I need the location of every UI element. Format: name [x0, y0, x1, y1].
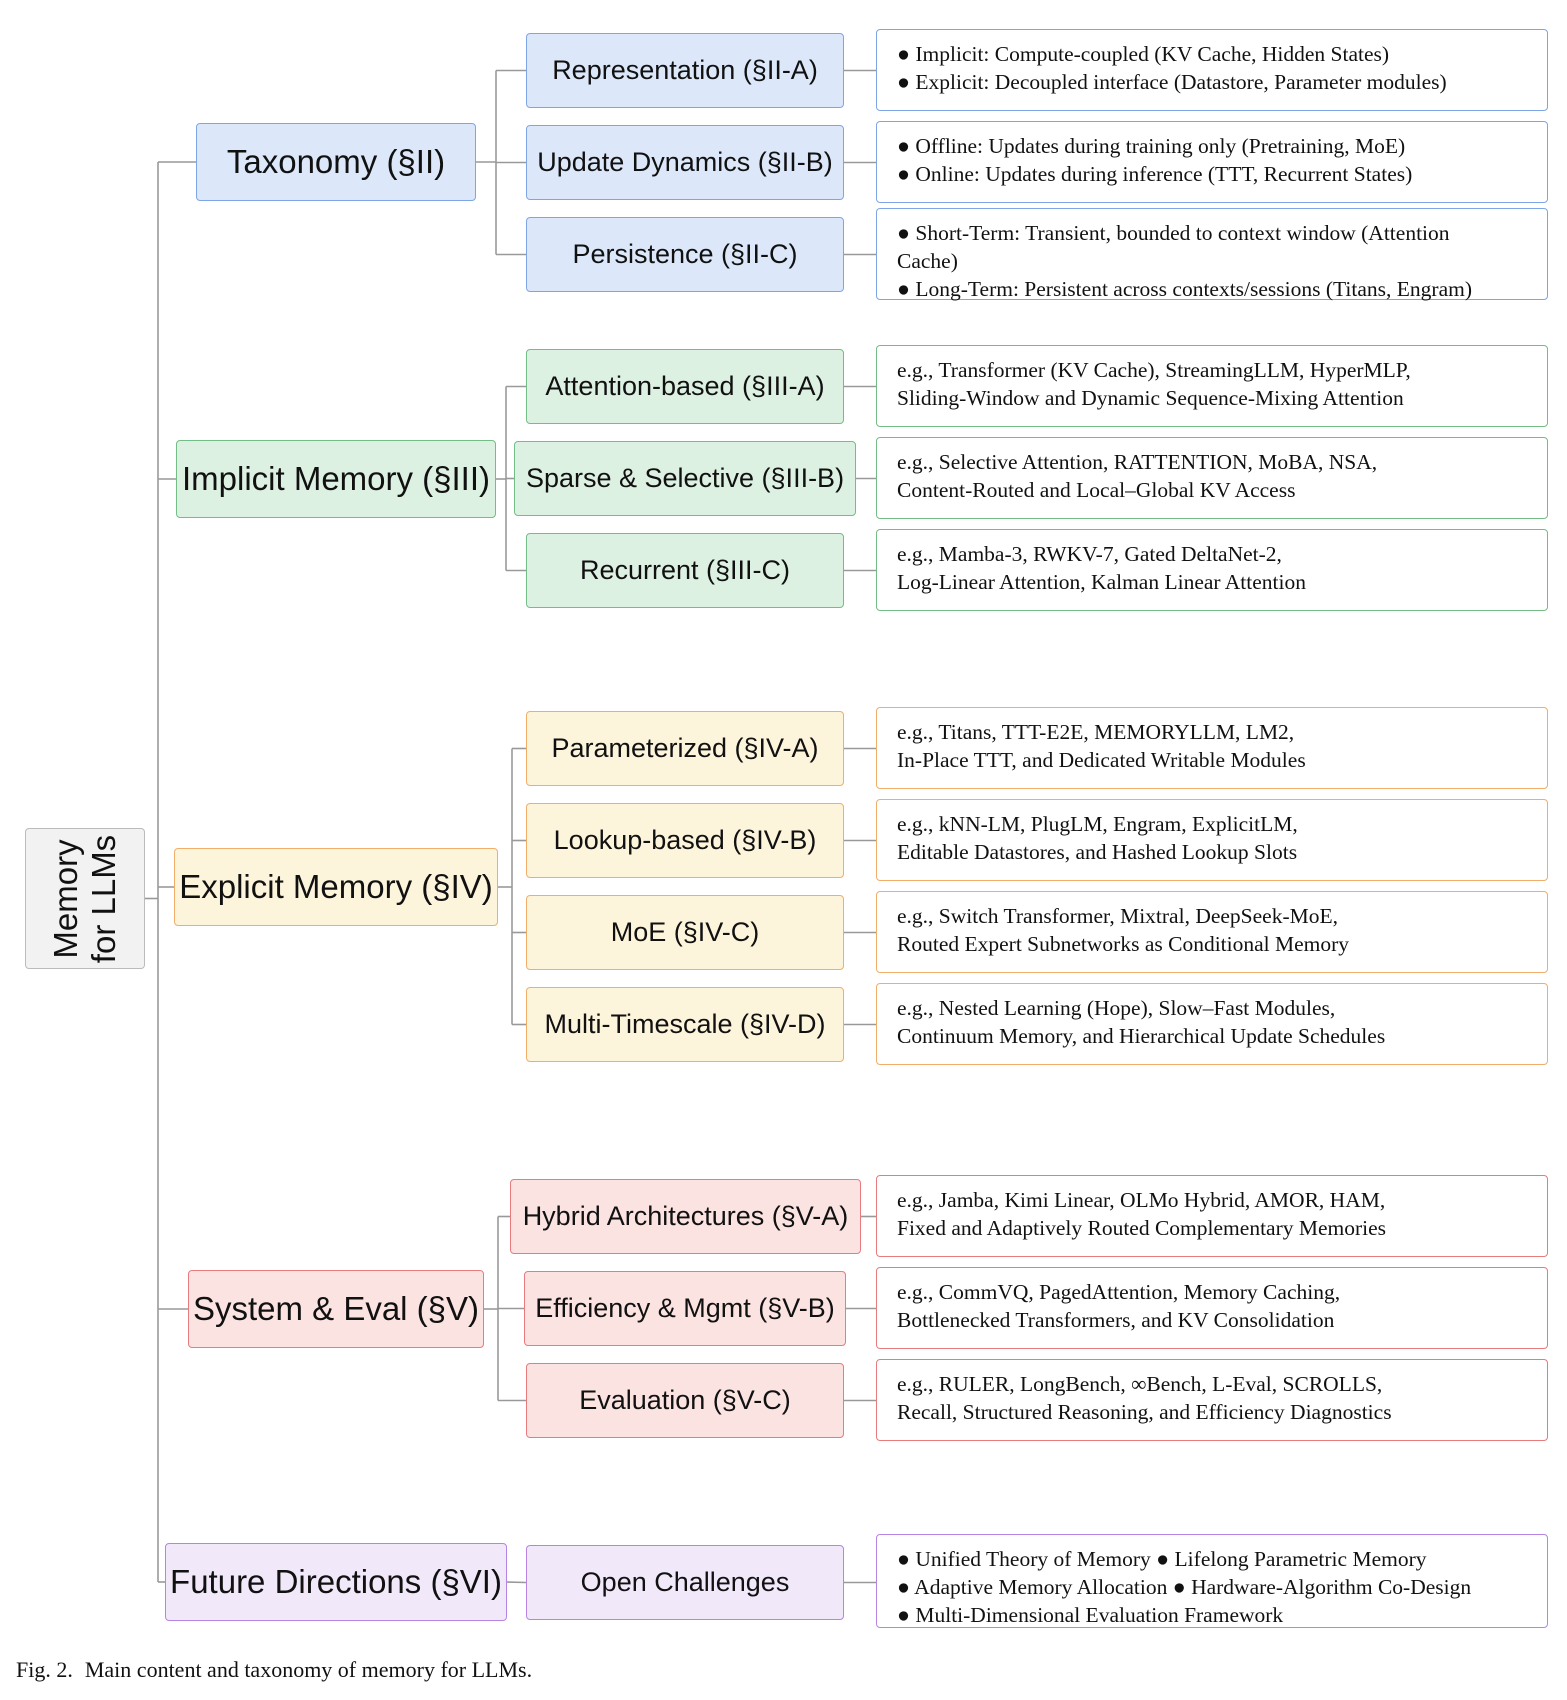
leaf-update-dynamics [876, 121, 1548, 203]
leaf-line: e.g., Nested Learning (Hope), Slow–Fast Modules, [897, 996, 1336, 1020]
leaf-line: e.g., Selective Attention, RATTENTION, MoBA, NSA, [897, 450, 1378, 474]
leaf-line: e.g., Titans, TTT-E2E, MEMORYLLM, LM2, [897, 720, 1295, 744]
leaf-line: Cache) [897, 249, 958, 273]
subcategory-connector [507, 1582, 526, 1583]
leaf-persistence [876, 208, 1548, 300]
subcategory-moe: MoE (§IV-C) [526, 895, 844, 970]
subcategory-sparse-selective: Sparse & Selective (§III-B) [514, 441, 856, 516]
leaf-line: Sliding-Window and Dynamic Sequence-Mixing Attention [897, 386, 1404, 410]
leaf-moe [876, 891, 1548, 973]
subcategory-persistence: Persistence (§II-C) [526, 217, 844, 292]
leaf-line: Continuum Memory, and Hierarchical Update Schedules [897, 1024, 1386, 1048]
leaf-line: e.g., CommVQ, PagedAttention, Memory Caching, [897, 1280, 1341, 1304]
leaf-line: Recall, Structured Reasoning, and Efficiency Diagnostics [897, 1400, 1392, 1424]
figure-caption [16, 1657, 532, 1683]
leaf-lookup-based [876, 799, 1548, 881]
leaf-attention-based [876, 345, 1548, 427]
leaf-line: ● Long-Term: Persistent across contexts/sessions (Titans, Engram) [897, 277, 1472, 301]
leaf-multi-timescale [876, 983, 1548, 1065]
category-explicit-memory: Explicit Memory (§IV) [174, 848, 498, 926]
leaf-line: ● Unified Theory of Memory ● Lifelong Parametric Memory [897, 1547, 1427, 1571]
subcategory-parameterized: Parameterized (§IV-A) [526, 711, 844, 786]
leaf-line: e.g., RULER, LongBench, ∞Bench, L-Eval, SCROLLS, [897, 1372, 1383, 1396]
subcategory-evaluation: Evaluation (§V-C) [526, 1363, 844, 1438]
leaf-recurrent [876, 529, 1548, 611]
leaf-line: ● Offline: Updates during training only (Pretraining, MoE) [897, 134, 1406, 158]
leaf-line: Bottlenecked Transformers, and KV Consolidation [897, 1308, 1335, 1332]
category-taxonomy: Taxonomy (§II) [196, 123, 476, 201]
subcategory-recurrent: Recurrent (§III-C) [526, 533, 844, 608]
leaf-open-challenges [876, 1534, 1548, 1628]
leaf-hybrid-architectures [876, 1175, 1548, 1257]
leaf-line: ● Multi-Dimensional Evaluation Framework [897, 1603, 1284, 1627]
leaf-line: Log-Linear Attention, Kalman Linear Attention [897, 570, 1306, 594]
leaf-line: ● Explicit: Decoupled interface (Datastore, Parameter modules) [897, 70, 1447, 94]
subcategory-lookup-based: Lookup-based (§IV-B) [526, 803, 844, 878]
subcategory-attention-based: Attention-based (§III-A) [526, 349, 844, 424]
leaf-line: e.g., Switch Transformer, Mixtral, DeepSeek-MoE, [897, 904, 1339, 928]
root-label-line2: for LLMs [85, 834, 122, 963]
caption-text: Main content and taxonomy of memory for LLMs. [84, 1657, 533, 1682]
leaf-line: ● Online: Updates during inference (TTT, Recurrent States) [897, 162, 1413, 186]
category-system-eval: System & Eval (§V) [188, 1270, 484, 1348]
category-future-directions: Future Directions (§VI) [165, 1543, 507, 1621]
leaf-line: In-Place TTT, and Dedicated Writable Modules [897, 748, 1306, 772]
leaf-line: e.g., Jamba, Kimi Linear, OLMo Hybrid, AMOR, HAM, [897, 1188, 1386, 1212]
subcategory-update-dynamics: Update Dynamics (§II-B) [526, 125, 844, 200]
leaf-line: Fixed and Adaptively Routed Complementary Memories [897, 1216, 1387, 1240]
leaf-sparse-selective [876, 437, 1548, 519]
leaf-line: e.g., Mamba-3, RWKV-7, Gated DeltaNet-2, [897, 542, 1282, 566]
root-node-memory-for-llms [25, 828, 145, 969]
subcategory-representation: Representation (§II-A) [526, 33, 844, 108]
leaf-efficiency-mgmt [876, 1267, 1548, 1349]
leaf-parameterized [876, 707, 1548, 789]
subcategory-hybrid-architectures: Hybrid Architectures (§V-A) [510, 1179, 861, 1254]
leaf-line: e.g., Transformer (KV Cache), StreamingLLM, HyperMLP, [897, 358, 1411, 382]
leaf-representation [876, 29, 1548, 111]
subcategory-multi-timescale: Multi-Timescale (§IV-D) [526, 987, 844, 1062]
leaf-line: e.g., kNN-LM, PlugLM, Engram, ExplicitLM, [897, 812, 1298, 836]
caption-label: Fig. 2. [16, 1657, 73, 1682]
leaf-line: Editable Datastores, and Hashed Lookup Slots [897, 840, 1298, 864]
leaf-line: ● Implicit: Compute-coupled (KV Cache, Hidden States) [897, 42, 1390, 66]
leaf-line: Routed Expert Subnetworks as Conditional Memory [897, 932, 1350, 956]
leaf-evaluation [876, 1359, 1548, 1441]
subcategory-open-challenges: Open Challenges [526, 1545, 844, 1620]
leaf-line: Content-Routed and Local–Global KV Access [897, 478, 1296, 502]
root-label-line1: Memory [47, 838, 84, 959]
category-implicit-memory: Implicit Memory (§III) [176, 440, 496, 518]
leaf-line: ● Short-Term: Transient, bounded to context window (Attention [897, 221, 1450, 245]
leaf-line: ● Adaptive Memory Allocation ● Hardware-Algorithm Co-Design [897, 1575, 1472, 1599]
subcategory-efficiency-mgmt: Efficiency & Mgmt (§V-B) [524, 1271, 846, 1346]
